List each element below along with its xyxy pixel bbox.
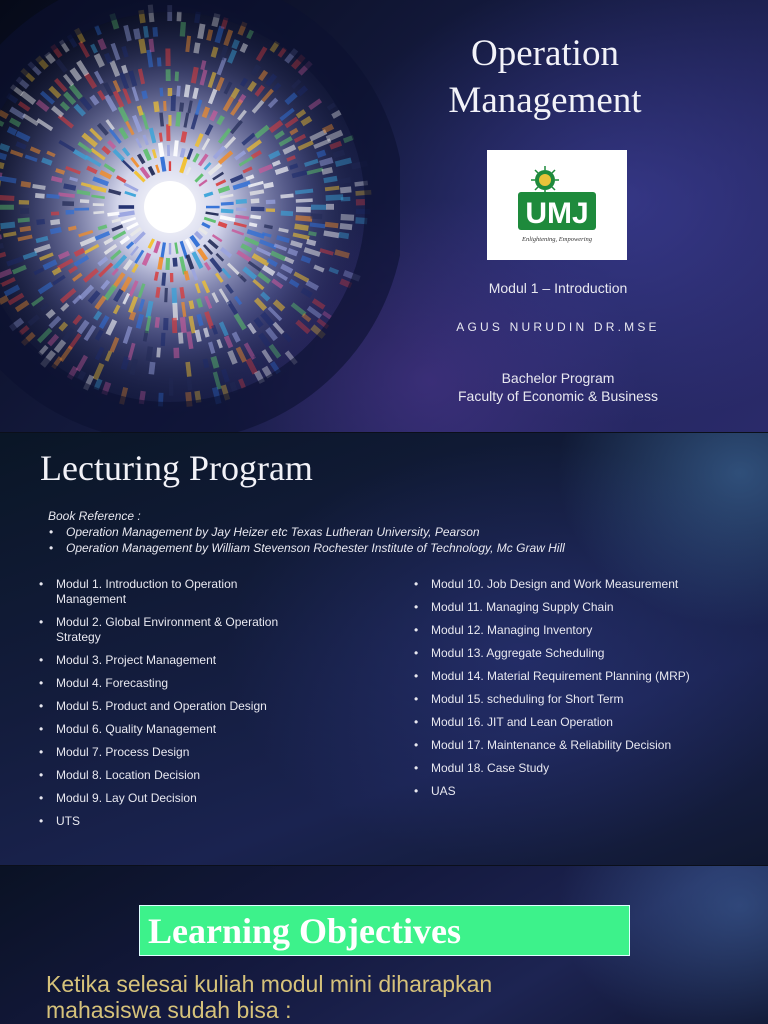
module-item: • Modul 18. Case Study [414,761,714,776]
title-line-1: Operation [471,33,619,74]
title-slide [0,0,768,432]
module-item: • Modul 3. Project Management [39,653,309,668]
module-item: • Modul 9. Lay Out Decision [39,791,309,806]
module-item: • Modul 2. Global Environment & Operation Strategy [39,615,309,645]
module-item: • Modul 7. Process Design [39,745,309,760]
module-item: • Modul 17. Maintenance & Reliability Decision [414,738,714,753]
book-reference [48,508,565,556]
program-line: Bachelor Program [501,370,615,386]
slide-title: Lecturing Program [40,448,313,488]
slide-title: Learning Objectives [148,911,461,951]
module-item: • Modul 10. Job Design and Work Measurement [414,577,714,592]
module-item: • Modul 14. Material Requirement Planning (MRP) [414,669,714,684]
module-list-right [414,577,714,807]
module-item: • Modul 13. Aggregate Scheduling [414,646,714,661]
module-item: • Modul 15. scheduling for Short Term [414,692,714,707]
module-item: • Modul 5. Product and Operation Design [39,699,309,714]
lecturing-program-slide [0,433,768,865]
module-subtitle: Modul 1 – Introduction [488,280,628,296]
module-item: • Modul 16. JIT and Lean Operation [414,715,714,730]
book-reference-label: Book Reference : [48,509,141,523]
book-item: • Operation Management by William Stevenson Rochester Institute of Technology, Mc Graw Hill [48,540,565,556]
module-item: • Modul 12. Managing Inventory [414,623,714,638]
module-item: • UAS [414,784,714,799]
module-item: • Modul 8. Location Decision [39,768,309,783]
author-name: AGUS NURUDIN DR.MSE [456,320,660,334]
presentation-title [400,30,690,124]
program-info [418,369,698,405]
book-item: • Operation Management by Jay Heizer etc Texas Lutheran University, Pearson [48,524,565,540]
learning-objectives-slide [0,866,768,1024]
title-line-2: Management [448,80,642,121]
module-item: • Modul 11. Managing Supply Chain [414,600,714,615]
intro-line: Ketika selesai kuliah modul mini diharapkan [46,971,493,997]
intro-line: mahasiswa sudah bisa : [46,997,292,1023]
title-highlight-box [139,905,630,956]
svg-text:UMJ: UMJ [525,197,589,230]
module-list-left [39,577,309,837]
module-item: • UTS [39,814,309,829]
umj-logo [487,150,627,260]
module-item: • Modul 4. Forecasting [39,676,309,691]
module-item: • Modul 6. Quality Management [39,722,309,737]
faculty-line: Faculty of Economic & Business [458,388,658,404]
svg-text:Enlightening, Empowering: Enlightening, Empowering [521,236,593,243]
module-item: • Modul 1. Introduction to Operation Management [39,577,309,607]
objectives-intro [46,971,492,1023]
radial-mosaic-graphic [0,0,400,432]
